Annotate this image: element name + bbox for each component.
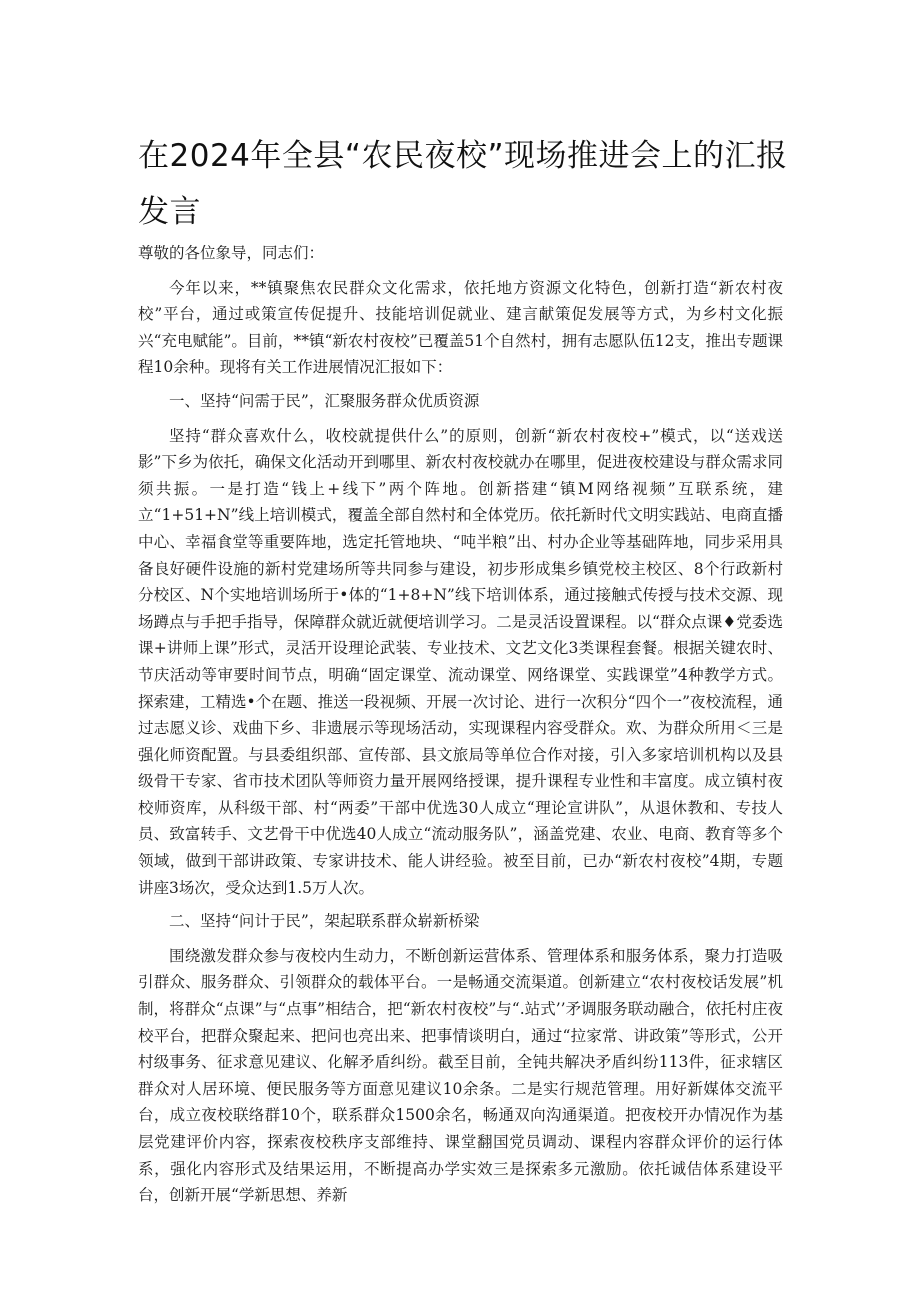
section-2-heading: 二、坚持“问计于民”，架起联系群众崭新桥梁 — [169, 912, 480, 931]
document-title: 在2024年全县“农民夜校”现场推进会上的汇报发言 — [138, 138, 788, 230]
intro-paragraph: 今年以来，**镇聚焦农民群众文化需求，依托地方资源文化特色，创新打造“新农村夜校”平台，通过或策宣传促提升、技能培训促就业、建言献策促发展等方式，为乡村文化振兴“充电赋能”。目前，**镇“新农村夜校”已覆盖51个自然村，拥有志愿队伍12支，推出专题课程10余种。现将有关工作进展情况汇报如下： — [138, 278, 783, 377]
section-2-paragraph: 围绕激发群众参与夜校内生动力，不断创新运营体系、管理体系和服务体系，聚力打造吸引群众、服务群众、引领群众的载体平台。一是畅通交流渠道。创新建立“农村夜校话发展”机制，将群众“点课”与“点事”相结合，把“新农村夜校”与“.站式’’矛调服务联动融合，依托村庄夜校平台，把群众聚起来、把问也亮出来、把事情谈明白，通过“拉家常、讲政策”等形式，公开村级事务、征求意见建议、化解矛盾纠纷。截至目前，全钝共解决矛盾纠纷113件，征求辖区群众对人居环境、便民服务等方面意见建议10余条。二是实行规范管理。用好新媒体交流平台，成立夜校联络群10个，联系群众1500余名，畅通双向沟通渠道。把夜校开办情况作为基层党建评价内容，探索夜校秩序支部维持、课堂翻国党员调动、课程内容群众评价的运行体系，强化内容形式及结果运用，不断提高办学实效三是探索多元激励。依托诚佶体系建设平台，创新开展“学新思想、养新 — [138, 946, 783, 1205]
salutation: 尊敬的各位象导，同志们： — [138, 244, 325, 262]
section-1-paragraph: 坚持“群众喜欢什么，收校就提供什么”的原则，创新“新农村夜校+”模式，以“送戏送影”下乡为依托，确保文化活动开到哪里、新农村夜校就办在哪里，促进夜校建设与群众需求同须共振。一是打造“钱上+线下”两个阵地。创新搭建“镇M网络视频”互联系统，建立“1+51+N”线上培训模式，覆盖全部自然村和全体党历。依托新时代文明实践站、电商直播中心、幸福食堂等重要阵地，选定托管地块、“吨半粮”出、村办企业等基础阵地，同步采用具备良好硬件设施的新村党建场所等共同参与建设，初步形成集乡镇党校主校区、8个行政新村分校区、N个实地培训场所于•体的“1+8+N”线下培训体系，通过接触式传授与技术交源、现场蹲点与手把手指导，保障群众就近就便培训学习。二是灵活设置课程。以“群众点课♦党委选课+讲师上课”形式，灵活开设理论武装、专业技术、文艺文化3类课程套餐。根据关键农时、节庆活动等审要时间节点，明确“固定课堂、流动课堂、网络课堂、实践课堂”4种教学方式。探索建，工精选•个在题、推送一段视频、开展一次讨论、进行一次积分“四个一”夜校流程，通过志愿义诊、戏曲下乡、非遗展示等现场活动，实现课程内容受群众。欢、为群众所用＜三是强化师资配置。与县委组织部、宣传部、县文旅局等单位合作对接，引入多家培训机构以及县级骨干专家、省市技术团队等师资力量开展网络授课，提升课程专业性和丰富度。成立镇村夜校师资库，从科级干部、村“两委”干部中优选30人成立“理论宣讲队”，从退休教和、专技人员、致富转手、文艺骨干中优选40人成立“流动服务队”，涵盖党建、农业、电商、教育等多个领域，做到干部讲政策、专家讲技术、能人讲经验。被至目前，已办“新农村夜校”4期，专题讲座3场次，受众达到1.5万人次。 — [138, 426, 783, 897]
document-body — [138, 240, 783, 1216]
section-1-heading: 一、坚持“问需于民”，汇聚服务群众优质资源 — [169, 391, 480, 410]
